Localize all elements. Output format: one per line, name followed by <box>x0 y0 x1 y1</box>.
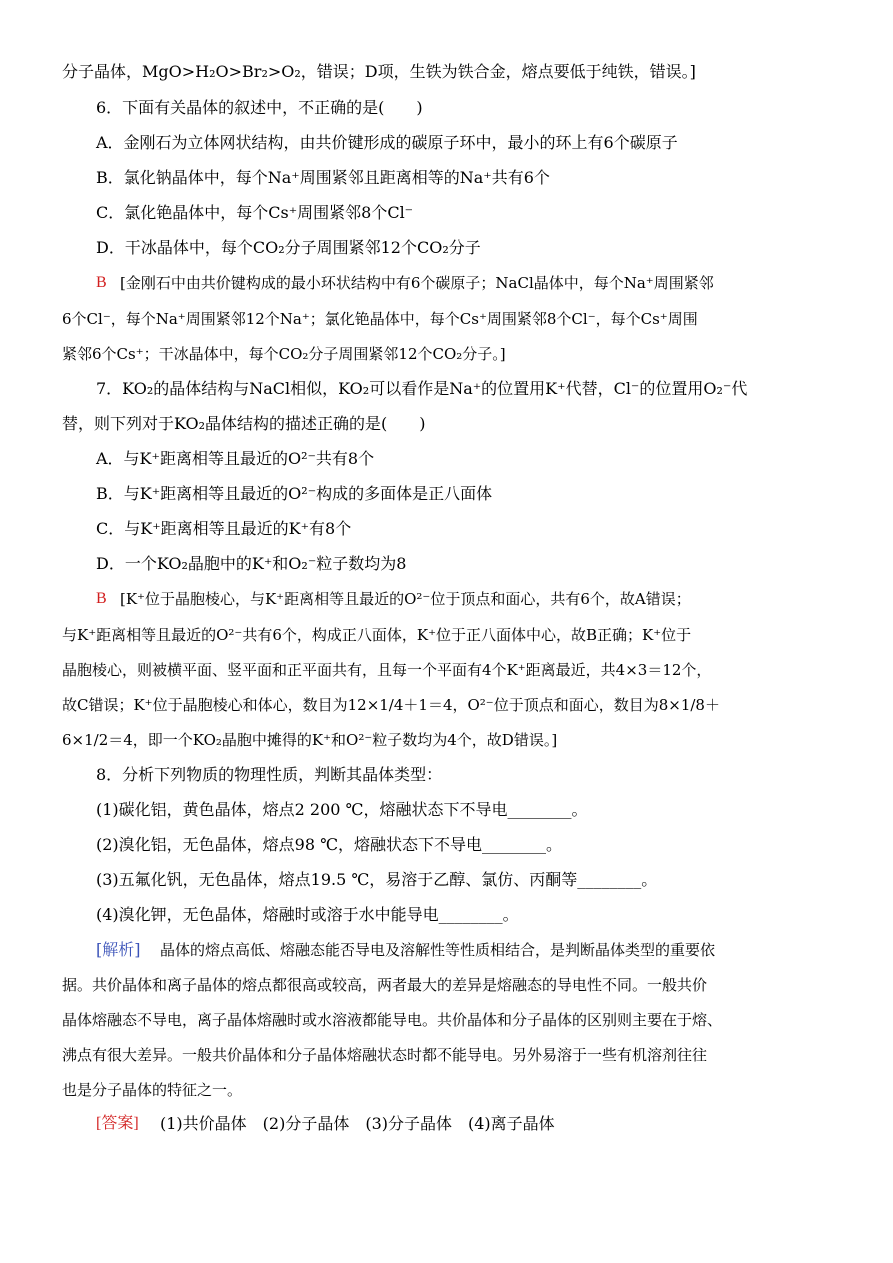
analysis-line: 晶体的熔点高低、熔融态能否导电及溶解性等性质相结合，是判断晶体类型的重要依 <box>160 941 716 959</box>
question-6-option-d: D．干冰晶体中，每个CO₂分子周围紧邻12个CO₂分子 <box>96 238 481 257</box>
question-7-stem: 7．KO₂的晶体结构与NaCl相似，KO₂可以看作是Na⁺的位置用K⁺代替，Cl⁻的位置用O₂⁻代 <box>96 379 748 398</box>
question-7-explanation-line: 晶胞棱心，则被横平面、竖平面和正平面共有，且每一个平面有4个K⁺距离最近，共4×3＝12个， <box>62 661 712 679</box>
question-8-stem: 8．分析下列物质的物理性质，判断其晶体类型： <box>96 765 443 784</box>
question-8-part: (4)溴化钾，无色晶体，熔融时或溶于水中能导电________。 <box>96 905 519 924</box>
analysis-tag: [解析] <box>96 940 141 959</box>
question-6-option-a: A．金刚石为立体网状结构，由共价键形成的碳原子环中，最小的环上有6个碳原子 <box>96 133 678 152</box>
question-8-part: (3)五氟化钒，无色晶体，熔点19.5 ℃，易溶于乙醇、氯仿、丙酮等________。 <box>96 870 658 889</box>
question-7-option-a: A．与K⁺距离相等且最近的O²⁻共有8个 <box>96 449 375 468</box>
question-6-option-c: C．氯化铯晶体中，每个Cs⁺周围紧邻8个Cl⁻ <box>96 203 414 222</box>
analysis-line: 据。共价晶体和离子晶体的熔点都很高或较高，两者最大的差异是熔融态的导电性不同。一般共价 <box>62 976 708 994</box>
question-6-option-b: B．氯化钠晶体中，每个Na⁺周围紧邻且距离相等的Na⁺共有6个 <box>96 168 550 187</box>
question-6-explanation-line: 6个Cl⁻，每个Na⁺周围紧邻12个Na⁺；氯化铯晶体中，每个Cs⁺周围紧邻8个Cl⁻，每个Cs⁺周围 <box>62 310 698 328</box>
question-8-part: (2)溴化铝，无色晶体，熔点98 ℃，熔融状态下不导电________。 <box>96 835 563 854</box>
question-7-explanation-line: 与K⁺距离相等且最近的O²⁻共有6个，构成正八面体，K⁺位于正八面体中心，故B正确；K⁺位于 <box>62 626 692 644</box>
question-7-option-c: C．与K⁺距离相等且最近的K⁺有8个 <box>96 519 352 538</box>
question-7-explanation-line: [K⁺位于晶胞棱心，与K⁺距离相等且最近的O²⁻位于顶点和面心，共有6个，故A错误； <box>120 590 691 608</box>
question-6-answer-letter: B <box>96 274 107 291</box>
question-7-explanation-line: 故C错误；K⁺位于晶胞棱心和体心，数目为12×1/4＋1＝4，O²⁻位于顶点和面心，数目为8×1/8＋ <box>62 696 720 714</box>
analysis-line: 沸点有很大差异。一般共价晶体和分子晶体熔融状态时都不能导电。另外易溶于一些有机溶剂往往 <box>62 1046 708 1064</box>
question-7-answer-letter: B <box>96 590 107 607</box>
text-line: 分子晶体，MgO>H₂O>Br₂>O₂，错误；D项，生铁为铁合金，熔点要低于纯铁，错误。] <box>62 62 696 81</box>
analysis-line: 也是分子晶体的特征之一。 <box>62 1081 243 1099</box>
answer-tag: [答案] <box>96 1115 139 1132</box>
question-6-explanation-line: 紧邻6个Cs⁺；干冰晶体中，每个CO₂分子周围紧邻12个CO₂分子。] <box>62 345 506 363</box>
question-8-part: (1)碳化铝，黄色晶体，熔点2 200 ℃，熔融状态下不导电________。 <box>96 800 588 819</box>
question-7-option-d: D．一个KO₂晶胞中的K⁺和O₂⁻粒子数均为8 <box>96 554 407 573</box>
question-7-stem: 替，则下列对于KO₂晶体结构的描述正确的是( ) <box>62 414 426 433</box>
question-6-explanation-line: [金刚石中由共价键构成的最小环状结构中有6个碳原子；NaCl晶体中，每个Na⁺周围紧邻 <box>120 274 714 292</box>
answer-line: (1)共价晶体 (2)分子晶体 (3)分子晶体 (4)离子晶体 <box>160 1114 555 1133</box>
question-7-explanation-line: 6×1/2＝4，即一个KO₂晶胞中摊得的K⁺和O²⁻粒子数均为4个，故D错误。] <box>62 731 558 749</box>
question-7-option-b: B．与K⁺距离相等且最近的O²⁻构成的多面体是正八面体 <box>96 484 493 503</box>
analysis-line: 晶体熔融态不导电，离子晶体熔融时或水溶液都能导电。共价晶体和分子晶体的区别则主要在于熔、 <box>62 1011 723 1029</box>
question-6-stem: 6．下面有关晶体的叙述中，不正确的是( ) <box>96 98 423 117</box>
